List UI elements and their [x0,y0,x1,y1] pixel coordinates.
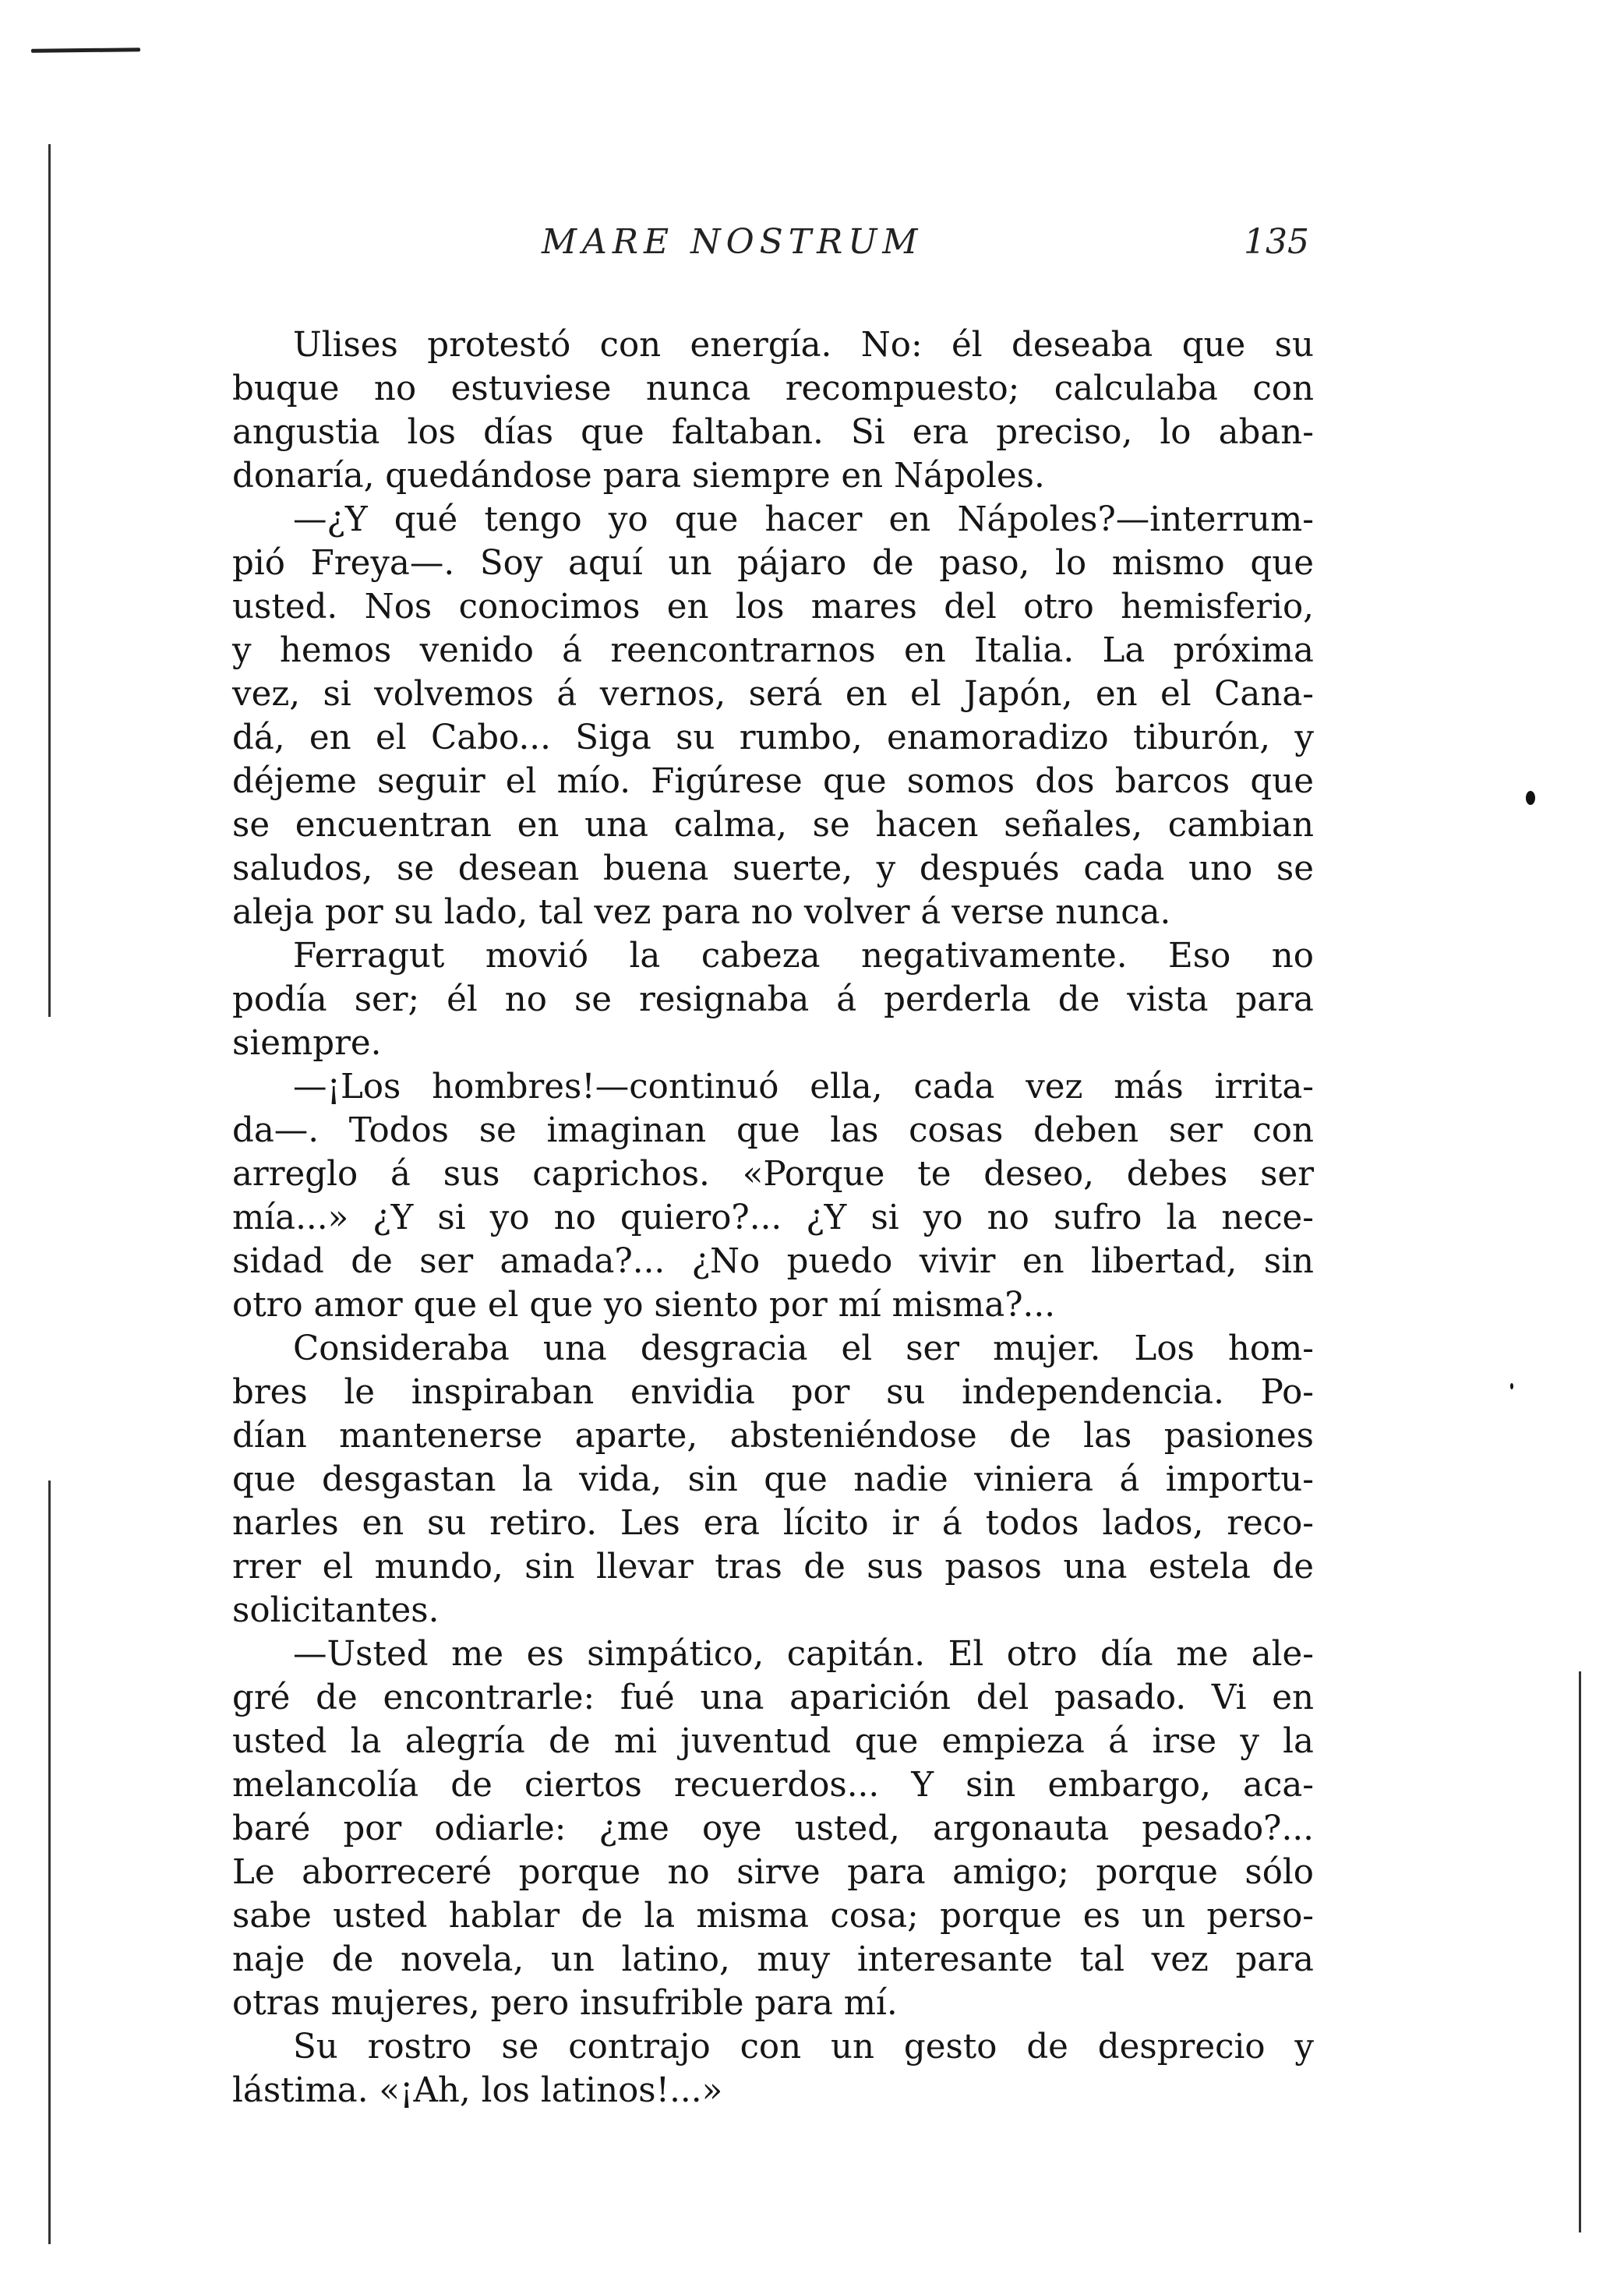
text-line: Consideraba una desgracia el ser mujer. Los hom- [293,1329,1314,1368]
text-line: pió Freya—. Soy aquí un pájaro de paso, lo mismo que [232,544,1314,583]
body-text [232,323,1314,2112]
text-line: Le aborreceré porque no sirve para amigo; porque sólo [232,1853,1314,1892]
text-line: y hemos venido á reencontrarnos en Italia. La próxima [232,631,1314,670]
text-line: da—. Todos se imaginan que las cosas deben ser con [232,1111,1314,1150]
text-line: Su rostro se contrajo con un gesto de desprecio y [293,2028,1314,2066]
text-line: arreglo á sus caprichos. «Porque te deseo, debes ser [232,1155,1314,1194]
text-line: dá, en el Cabo... Siga su rumbo, enamoradizo tiburón, y [232,718,1314,757]
text-line: podía ser; él no se resignaba á perderla de vista para [232,980,1314,1019]
text-line: otras mujeres, pero insufrible para mí. [232,1984,898,2023]
text-line: sidad de ser amada?... ¿No puedo vivir en libertad, sin [232,1242,1314,1281]
page-edge-rule [48,1481,51,2244]
text-line: sabe usted hablar de la misma cosa; porque es un perso- [232,1897,1314,1936]
text-line: gré de encontrarle: fué una aparición del pasado. Vi en [232,1678,1314,1717]
text-line: mía...» ¿Y si yo no quiero?... ¿Y si yo no sufro la nece- [232,1198,1314,1237]
scan-mark [31,48,140,52]
text-line: baré por odiarle: ¿me oye usted, argonauta pesado?... [232,1809,1314,1848]
text-line: déjeme seguir el mío. Figúrese que somos dos barcos que [232,762,1314,801]
text-line: —¡Los hombres!—continuó ella, cada vez más irrita- [293,1068,1314,1106]
running-title: MARE NOSTRUM [542,222,923,262]
text-line: solicitantes. [232,1591,440,1630]
text-line: donaría, quedándose para siempre en Nápoles. [232,457,1045,496]
text-line: se encuentran en una calma, se hacen señales, cambian [232,806,1314,845]
text-line: rrer el mundo, sin llevar tras de sus pasos una estela de [232,1548,1314,1586]
text-line: lástima. «¡Ah, los latinos!...» [232,2071,723,2110]
text-line: —¿Y qué tengo yo que hacer en Nápoles?—interrum- [293,500,1314,539]
text-line: Ferragut movió la cabeza negativamente. Eso no [293,937,1314,976]
text-line: saludos, se desean buena suerte, y después cada uno se [232,849,1314,888]
text-line: melancolía de ciertos recuerdos... Y sin embargo, aca- [232,1766,1314,1805]
page-edge-rule [48,144,51,1017]
text-line: angustia los días que faltaban. Si era preciso, lo aban- [232,413,1314,452]
text-line: Ulises protestó con energía. No: él deseaba que su [293,326,1314,365]
text-line: buque no estuviese nunca recompuesto; calculaba con [232,369,1314,408]
text-line: naje de novela, un latino, muy interesante tal vez para [232,1940,1314,1979]
text-line: que desgastan la vida, sin que nadie viniera á importu- [232,1460,1314,1499]
ink-speck [1526,791,1535,805]
ink-speck [1510,1383,1513,1389]
text-line: dían mantenerse aparte, absteniéndose de las pasiones [232,1417,1314,1456]
page-edge-rule [1579,1671,1581,2232]
text-line: vez, si volvemos á vernos, será en el Japón, en el Cana- [232,675,1314,714]
text-line: —Usted me es simpático, capitán. El otro día me ale- [293,1635,1314,1674]
text-line: narles en su retiro. Les era lícito ir á todos lados, reco- [232,1504,1314,1543]
text-line: siempre. [232,1024,382,1063]
text-line: bres le inspiraban envidia por su independencia. Po- [232,1373,1314,1412]
text-line: usted. Nos conocimos en los mares del otro hemisferio, [232,588,1314,626]
page-number: 135 [1244,222,1309,262]
text-line: aleja por su lado, tal vez para no volver á verse nunca. [232,893,1171,932]
text-line: usted la alegría de mi juventud que empieza á irse y la [232,1722,1314,1761]
text-line: otro amor que el que yo siento por mí misma?... [232,1286,1056,1325]
running-head [234,222,1309,284]
